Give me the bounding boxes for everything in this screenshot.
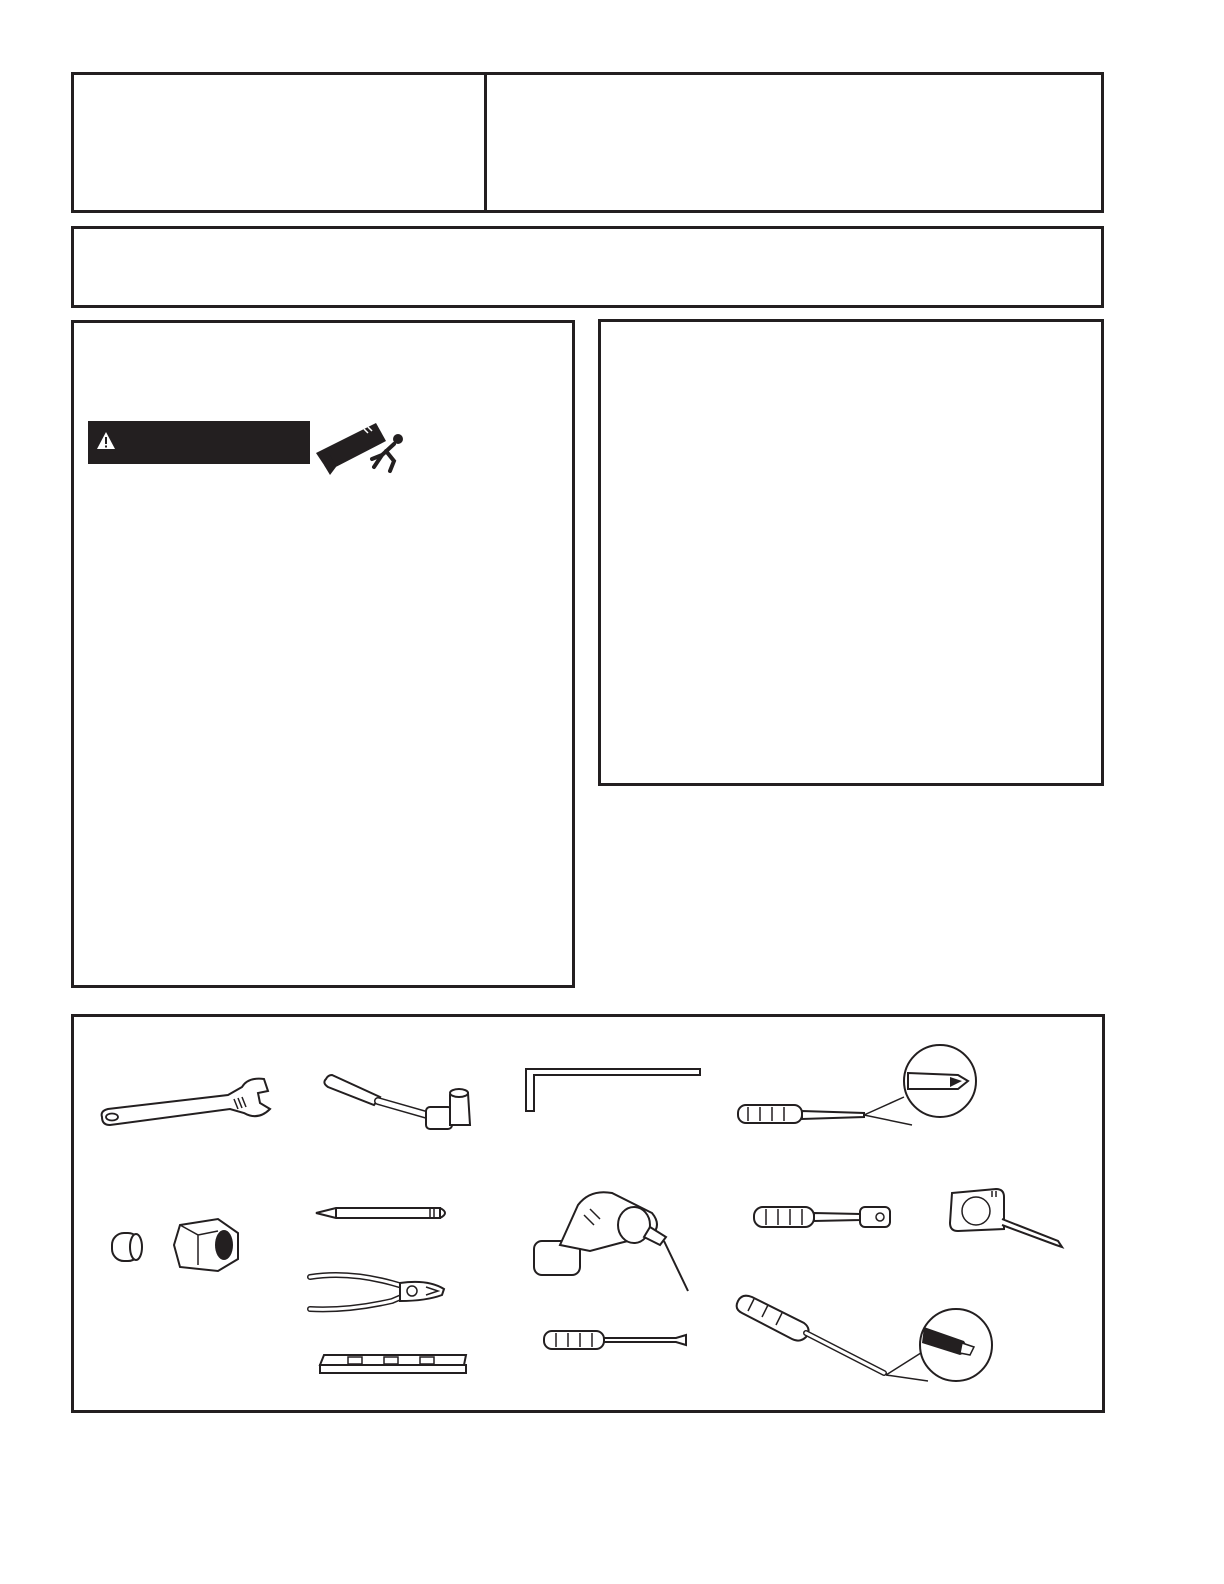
nut-driver-icon [752, 1203, 894, 1233]
header-right-box [484, 72, 1104, 213]
phillips-screwdriver-icon [736, 1043, 982, 1153]
warning-triangle-icon [96, 431, 116, 451]
torx-screwdriver-icon [734, 1293, 996, 1405]
hex-key-icon [522, 1065, 704, 1115]
pencil-icon [314, 1205, 454, 1221]
pipe-fitting-nut-icon [108, 1213, 248, 1275]
tip-over-hazard-icon [316, 419, 406, 475]
flat-screwdriver-icon [542, 1327, 692, 1353]
pliers-icon [308, 1269, 448, 1317]
tape-measure-icon [946, 1185, 1066, 1253]
tools-panel [71, 1014, 1105, 1413]
nut-driver-socket-icon [322, 1069, 474, 1137]
banner-box [71, 226, 1104, 308]
level-icon [318, 1353, 470, 1375]
adjustable-wrench-icon [98, 1069, 274, 1129]
header-left-box [71, 72, 487, 213]
power-drill-icon [530, 1185, 692, 1297]
warning-panel [71, 320, 575, 988]
warning-signal-bar [88, 421, 310, 464]
info-panel [598, 319, 1104, 786]
